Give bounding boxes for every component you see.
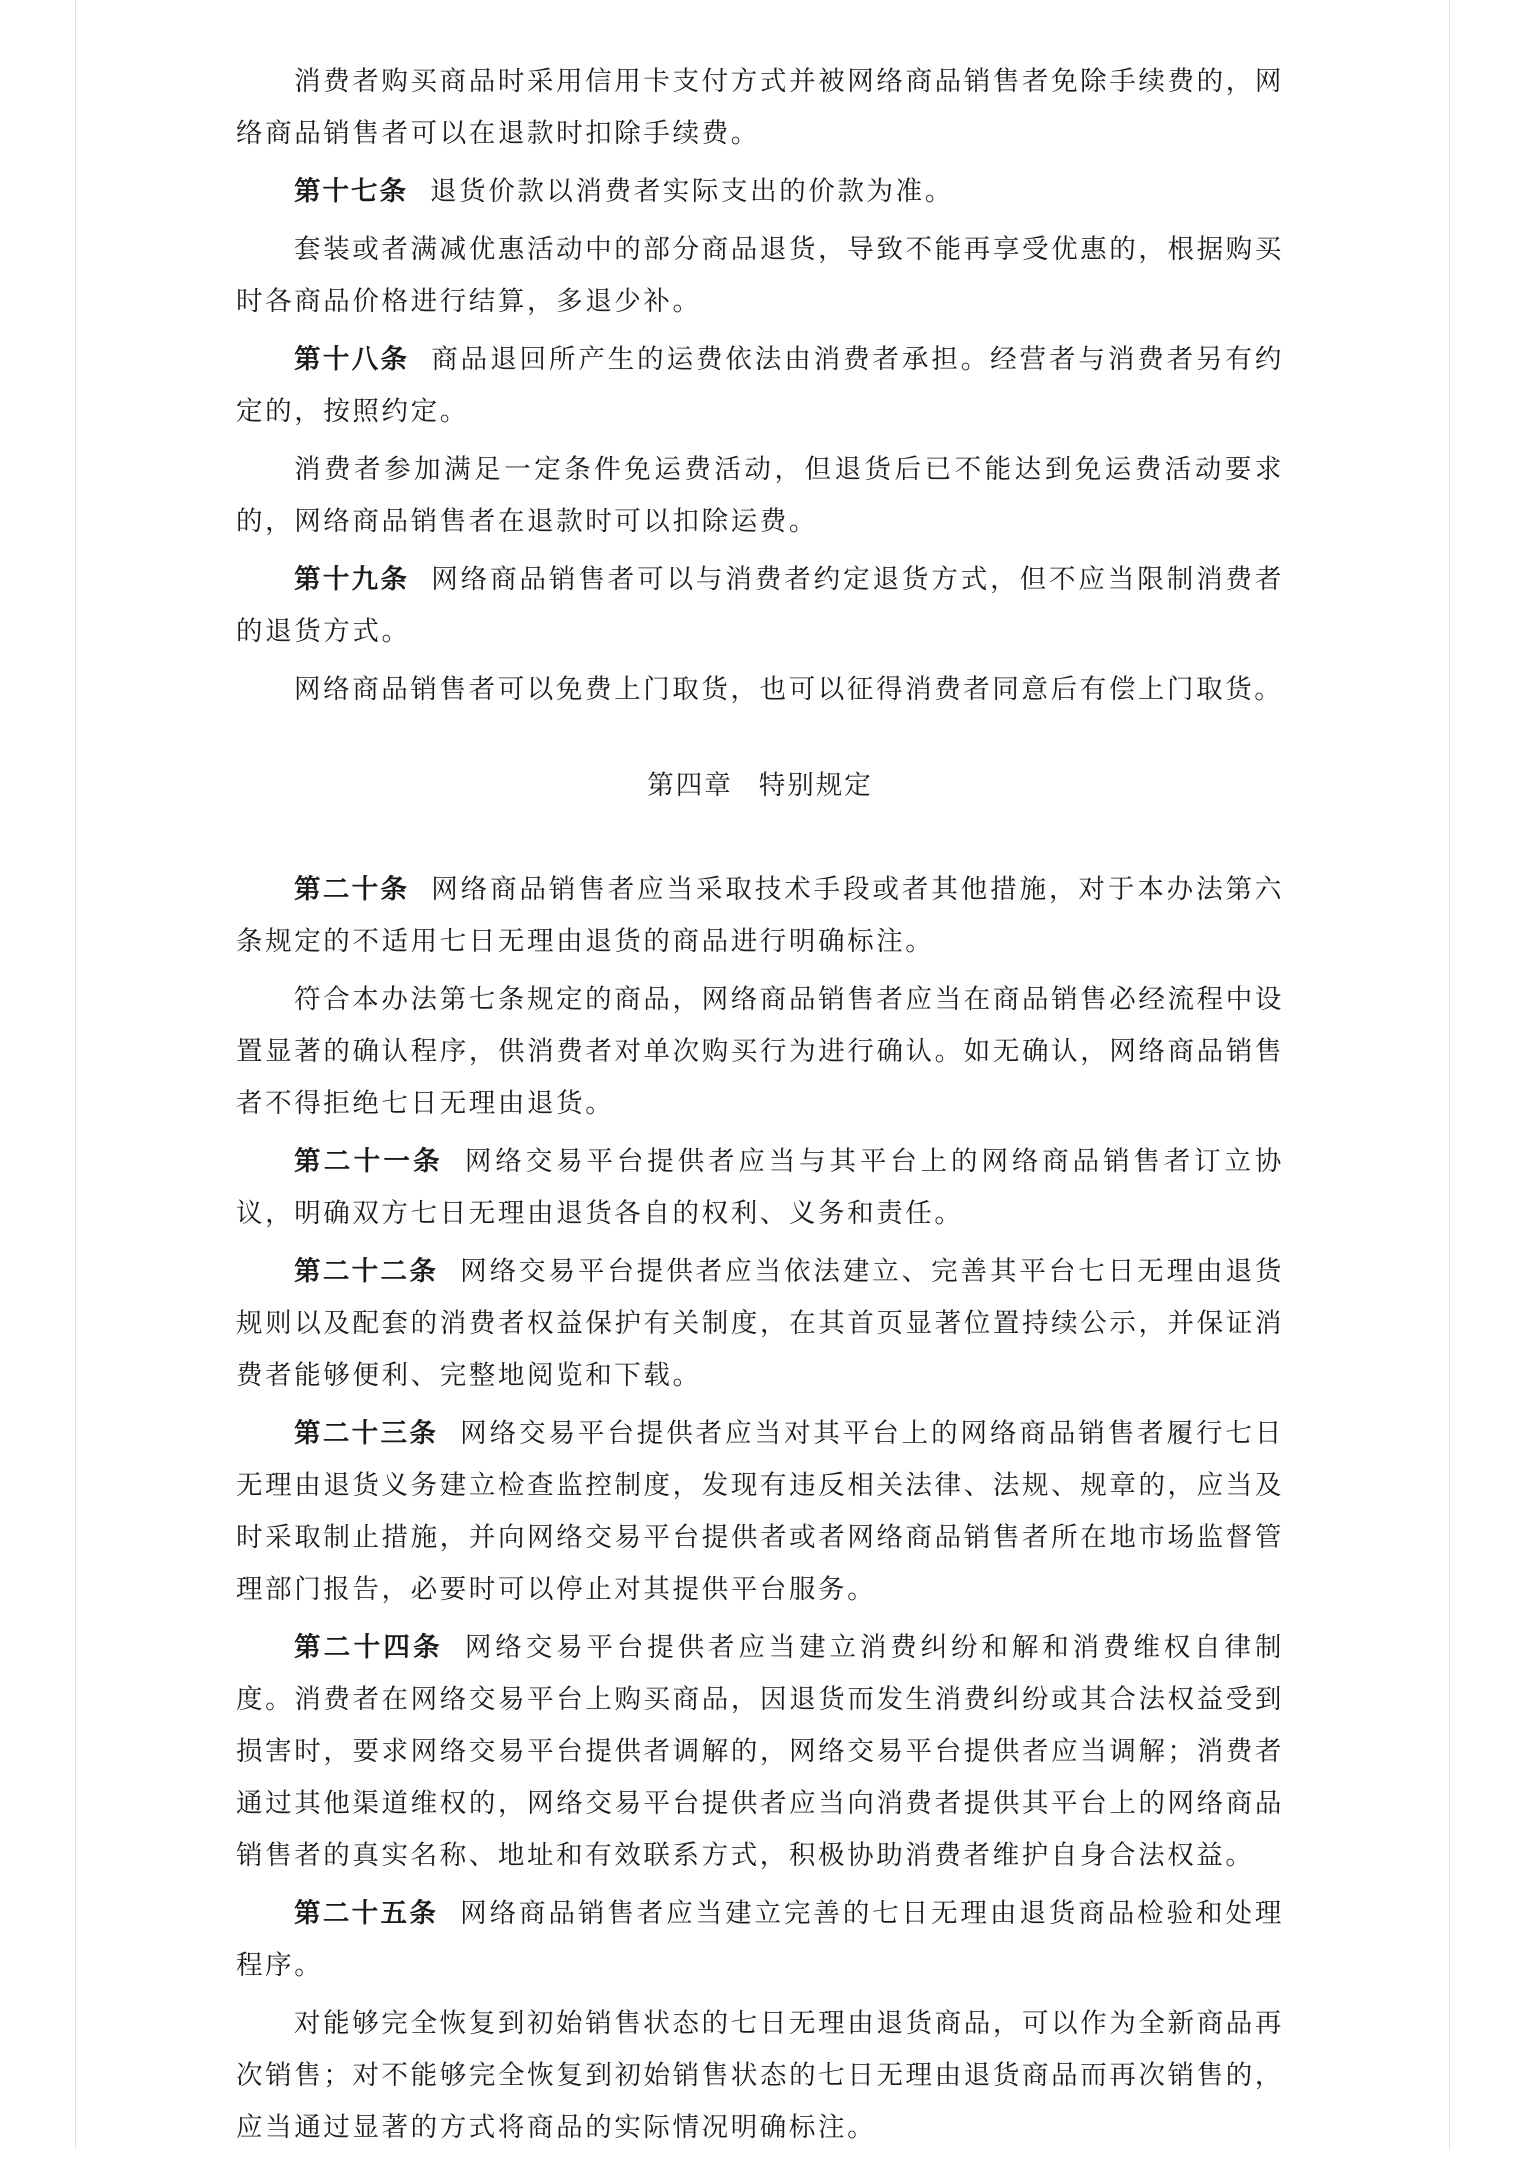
paragraph-text: 网络交易平台提供者应当对其平台上的网络商品销售者履行七日无理由退货义务建立检查监控制度，发现有违反相关法律、法规、规章的，应当及时采取制止措施，并向网络交易平台提供者或者网络商品销售者所在地市场监督管理部门报告，必要时可以停止对其提供平台服务。 xyxy=(236,1418,1284,1605)
paragraph-text: 网络交易平台提供者应当建立消费纠纷和解和消费维权自律制度。消费者在网络交易平台上购买商品，因退货而发生消费纠纷或其合法权益受到损害时，要求网络交易平台提供者调解的，网络交易平台提供者应当调解；消费者通过其他渠道维权的，网络交易平台提供者应当向消费者提供其平台上的网络商品销售者的真实名称、地址和有效联系方式，积极协助消费者维护自身合法权益。 xyxy=(236,1632,1284,1871)
paragraph-text: 符合本办法第七条规定的商品，网络商品销售者应当在商品销售必经流程中设置显著的确认程序，供消费者对单次购买行为进行确认。如无确认，网络商品销售者不得拒绝七日无理由退货。 xyxy=(236,984,1284,1119)
document-page xyxy=(236,56,1284,2160)
paragraph xyxy=(236,166,1284,218)
paragraph-text: 消费者参加满足一定条件免运费活动，但退货后已不能达到免运费活动要求的，网络商品销售者在退款时可以扣除运费。 xyxy=(236,454,1284,537)
paragraph-text: 对能够完全恢复到初始销售状态的七日无理由退货商品，可以作为全新商品再次销售；对不能够完全恢复到初始销售状态的七日无理由退货商品而再次销售的，应当通过显著的方式将商品的实际情况明确标注。 xyxy=(236,2008,1284,2143)
paragraph xyxy=(236,864,1284,968)
article-number: 第二十三条 xyxy=(294,1418,439,1449)
article-number: 第十九条 xyxy=(294,564,410,595)
chapter-number: 第四章 xyxy=(647,770,733,801)
chapter-heading xyxy=(236,760,1284,812)
paragraph xyxy=(236,1136,1284,1240)
chapter-title: 特别规定 xyxy=(758,770,873,801)
paragraph-text: 套装或者满减优惠活动中的部分商品退货，导致不能再享受优惠的，根据购买时各商品价格进行结算，多退少补。 xyxy=(236,234,1284,317)
article-number: 第二十条 xyxy=(294,874,410,905)
paragraph xyxy=(236,1998,1284,2154)
article-number: 第二十四条 xyxy=(294,1632,443,1663)
paragraph-text: 网络交易平台提供者应当与其平台上的网络商品销售者订立协议，明确双方七日无理由退货各自的权利、义务和责任。 xyxy=(236,1146,1284,1229)
paragraph xyxy=(236,1246,1284,1402)
paragraph-text: 网络商品销售者应当建立完善的七日无理由退货商品检验和处理程序。 xyxy=(236,1898,1284,1981)
paragraph-text: 网络交易平台提供者应当依法建立、完善其平台七日无理由退货规则以及配套的消费者权益保护有关制度，在其首页显著位置持续公示，并保证消费者能够便利、完整地阅览和下载。 xyxy=(236,1256,1284,1391)
article-number: 第二十二条 xyxy=(294,1256,439,1287)
paragraph-text: 消费者购买商品时采用信用卡支付方式并被网络商品销售者免除手续费的，网络商品销售者可以在退款时扣除手续费。 xyxy=(236,66,1284,149)
article-number: 第二十一条 xyxy=(294,1146,443,1177)
paragraph xyxy=(236,554,1284,658)
page-edge-right xyxy=(1449,0,1450,2150)
paragraph-text: 网络商品销售者可以与消费者约定退货方式，但不应当限制消费者的退货方式。 xyxy=(236,564,1284,647)
paragraph xyxy=(236,1888,1284,1992)
paragraph xyxy=(236,1408,1284,1616)
article-number: 第十八条 xyxy=(294,344,410,375)
paragraph xyxy=(236,224,1284,328)
paragraph xyxy=(236,664,1284,716)
page-edge-left xyxy=(75,0,76,2150)
article-number: 第二十五条 xyxy=(294,1898,439,1929)
paragraph xyxy=(236,444,1284,548)
paragraph-text: 网络商品销售者应当采取技术手段或者其他措施，对于本办法第六条规定的不适用七日无理由退货的商品进行明确标注。 xyxy=(236,874,1284,957)
paragraph xyxy=(236,974,1284,1130)
paragraph-text: 商品退回所产生的运费依法由消费者承担。经营者与消费者另有约定的，按照约定。 xyxy=(236,344,1284,427)
paragraph xyxy=(236,56,1284,160)
article-number: 第十七条 xyxy=(294,176,408,207)
paragraph-text: 网络商品销售者可以免费上门取货，也可以征得消费者同意后有偿上门取货。 xyxy=(294,674,1284,705)
paragraph xyxy=(236,1622,1284,1882)
paragraph xyxy=(236,334,1284,438)
paragraph-text: 退货价款以消费者实际支出的价款为准。 xyxy=(430,176,954,207)
